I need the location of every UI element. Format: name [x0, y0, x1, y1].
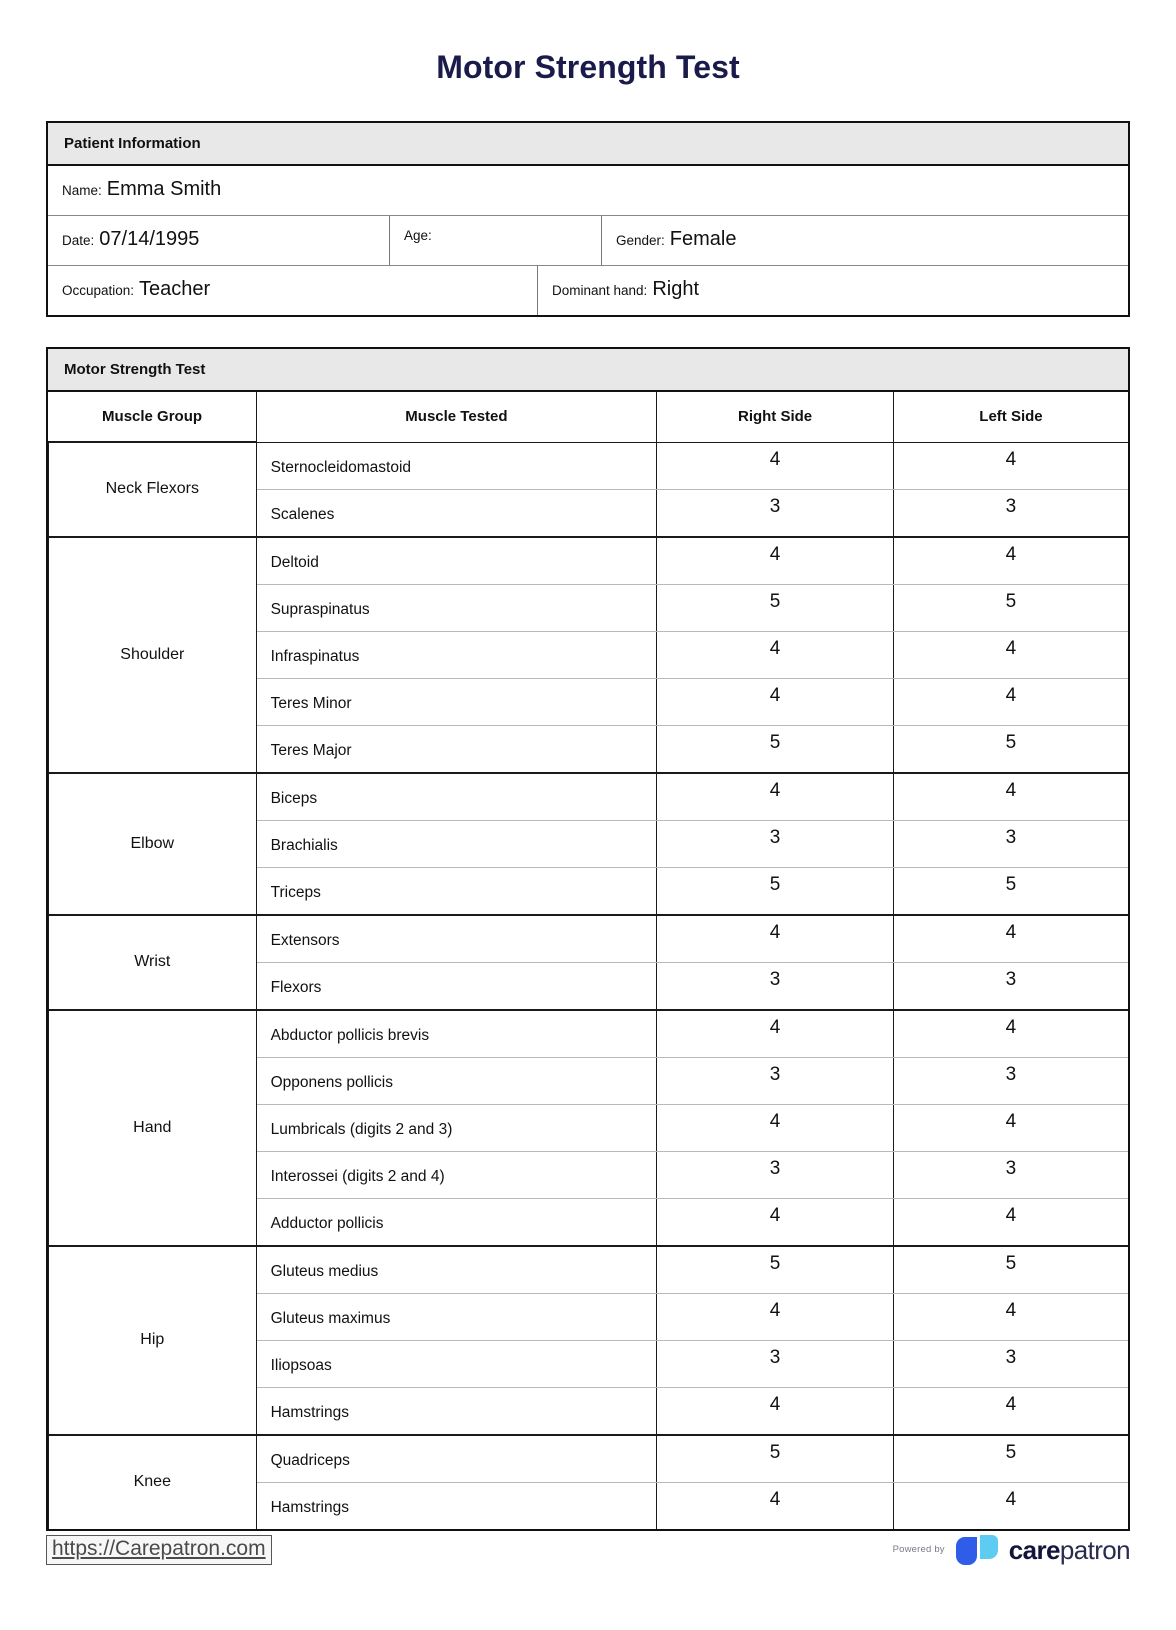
left-side-score-cell[interactable]: 4 [893, 1293, 1128, 1340]
left-side-score-cell[interactable]: 4 [893, 773, 1128, 821]
muscle-tested-cell: Scalenes [256, 489, 657, 537]
brand-word-bold: care [1008, 1535, 1060, 1565]
table-row [49, 537, 1129, 585]
right-side-score-cell[interactable]: 5 [657, 867, 894, 915]
carepatron-logo-icon [954, 1533, 1000, 1567]
brand-word-light: patron [1059, 1535, 1130, 1565]
muscle-tested-cell: Opponens pollicis [256, 1057, 657, 1104]
table-header-row [49, 392, 1129, 442]
patient-information-heading: Patient Information [48, 123, 1128, 166]
muscle-tested-cell: Abductor pollicis brevis [256, 1010, 657, 1058]
date-value: 07/14/1995 [99, 228, 200, 251]
right-side-score-cell[interactable]: 3 [657, 820, 894, 867]
column-header-muscle-group: Muscle Group [49, 392, 257, 442]
muscle-group-cell: Knee [49, 1435, 257, 1529]
muscle-group-cell: Hand [49, 1010, 257, 1246]
right-side-score-cell[interactable]: 3 [657, 1151, 894, 1198]
muscle-tested-cell: Teres Minor [256, 678, 657, 725]
name-label: Name: [62, 183, 102, 199]
name-field[interactable] [48, 166, 1128, 215]
right-side-score-cell[interactable]: 4 [657, 537, 894, 585]
muscle-tested-cell: Triceps [256, 867, 657, 915]
right-side-score-cell[interactable]: 3 [657, 962, 894, 1010]
motor-strength-test-heading: Motor Strength Test [48, 349, 1128, 392]
carepatron-wordmark [1009, 1537, 1130, 1563]
muscle-tested-cell: Brachialis [256, 820, 657, 867]
dominant-hand-value: Right [652, 278, 700, 301]
right-side-score-cell[interactable]: 4 [657, 773, 894, 821]
muscle-tested-cell: Interossei (digits 2 and 4) [256, 1151, 657, 1198]
left-side-score-cell[interactable]: 4 [893, 1482, 1128, 1529]
left-side-score-cell[interactable]: 5 [893, 1435, 1128, 1483]
carepatron-branding [893, 1533, 1130, 1567]
occupation-field[interactable] [48, 266, 538, 315]
right-side-score-cell[interactable]: 4 [657, 915, 894, 963]
column-header-right-side: Right Side [657, 392, 894, 442]
left-side-score-cell[interactable]: 4 [893, 1104, 1128, 1151]
table-row [49, 1246, 1129, 1294]
muscle-tested-cell: Gluteus medius [256, 1246, 657, 1294]
left-side-score-cell[interactable]: 3 [893, 489, 1128, 537]
table-row [49, 1010, 1129, 1058]
left-side-score-cell[interactable]: 4 [893, 1198, 1128, 1246]
table-row [49, 1435, 1129, 1483]
right-side-score-cell[interactable]: 4 [657, 678, 894, 725]
patient-row-name [48, 166, 1128, 216]
left-side-score-cell[interactable]: 3 [893, 820, 1128, 867]
date-field[interactable] [48, 216, 390, 265]
muscle-tested-cell: Biceps [256, 773, 657, 821]
gender-value: Female [669, 228, 737, 251]
left-side-score-cell[interactable]: 5 [893, 584, 1128, 631]
table-body [49, 442, 1129, 1529]
dominant-hand-field[interactable] [538, 266, 1128, 315]
left-side-score-cell[interactable]: 4 [893, 631, 1128, 678]
right-side-score-cell[interactable]: 4 [657, 442, 894, 489]
right-side-score-cell[interactable]: 3 [657, 489, 894, 537]
muscle-tested-cell: Adductor pollicis [256, 1198, 657, 1246]
right-side-score-cell[interactable]: 4 [657, 1010, 894, 1058]
left-side-score-cell[interactable]: 4 [893, 442, 1128, 489]
right-side-score-cell[interactable]: 4 [657, 1387, 894, 1435]
patient-row-occupation-hand [48, 266, 1128, 315]
table-row [49, 442, 1129, 489]
muscle-tested-cell: Iliopsoas [256, 1340, 657, 1387]
table-header [49, 392, 1129, 442]
page-title: Motor Strength Test [436, 49, 740, 85]
right-side-score-cell[interactable]: 4 [657, 1198, 894, 1246]
left-side-score-cell[interactable]: 3 [893, 1340, 1128, 1387]
left-side-score-cell[interactable]: 5 [893, 725, 1128, 773]
muscle-tested-cell: Deltoid [256, 537, 657, 585]
muscle-tested-cell: Lumbricals (digits 2 and 3) [256, 1104, 657, 1151]
right-side-score-cell[interactable]: 5 [657, 584, 894, 631]
column-header-left-side: Left Side [893, 392, 1128, 442]
left-side-score-cell[interactable]: 4 [893, 678, 1128, 725]
left-side-score-cell[interactable]: 4 [893, 1387, 1128, 1435]
muscle-group-cell: Hip [49, 1246, 257, 1435]
left-side-score-cell[interactable]: 4 [893, 1010, 1128, 1058]
name-value: Emma Smith [106, 178, 222, 201]
date-label: Date: [62, 233, 95, 249]
right-side-score-cell[interactable]: 5 [657, 725, 894, 773]
muscle-group-cell: Neck Flexors [49, 442, 257, 537]
right-side-score-cell[interactable]: 5 [657, 1435, 894, 1483]
muscle-tested-cell: Gluteus maximus [256, 1293, 657, 1340]
age-field[interactable] [390, 216, 602, 265]
left-side-score-cell[interactable]: 5 [893, 867, 1128, 915]
muscle-tested-cell: Hamstrings [256, 1482, 657, 1529]
gender-field[interactable] [602, 216, 1128, 265]
left-side-score-cell[interactable]: 3 [893, 1057, 1128, 1104]
muscle-tested-cell: Infraspinatus [256, 631, 657, 678]
muscle-tested-cell: Teres Major [256, 725, 657, 773]
page-footer [46, 1528, 1130, 1572]
patient-row-date-age-gender [48, 216, 1128, 266]
age-label: Age: [404, 228, 432, 244]
right-side-score-cell[interactable]: 4 [657, 1482, 894, 1529]
left-side-score-cell[interactable]: 5 [893, 1246, 1128, 1294]
left-side-score-cell[interactable]: 4 [893, 915, 1128, 963]
muscle-group-cell: Wrist [49, 915, 257, 1010]
right-side-score-cell[interactable]: 3 [657, 1057, 894, 1104]
right-side-score-cell[interactable]: 4 [657, 631, 894, 678]
right-side-score-cell[interactable]: 4 [657, 1104, 894, 1151]
muscle-tested-cell: Extensors [256, 915, 657, 963]
muscle-tested-cell: Hamstrings [256, 1387, 657, 1435]
left-side-score-cell[interactable]: 3 [893, 962, 1128, 1010]
table-row [49, 773, 1129, 821]
motor-strength-table [48, 392, 1128, 1529]
occupation-value: Teacher [139, 278, 211, 301]
muscle-tested-cell: Sternocleidomastoid [256, 442, 657, 489]
occupation-label: Occupation: [62, 283, 135, 299]
muscle-tested-cell: Flexors [256, 962, 657, 1010]
left-side-score-cell[interactable]: 4 [893, 537, 1128, 585]
muscle-tested-cell: Supraspinatus [256, 584, 657, 631]
motor-strength-test-section [46, 347, 1130, 1531]
powered-by-label: Powered by [892, 1544, 945, 1555]
right-side-score-cell[interactable]: 4 [657, 1293, 894, 1340]
right-side-score-cell[interactable]: 5 [657, 1246, 894, 1294]
right-side-score-cell[interactable]: 3 [657, 1340, 894, 1387]
patient-information-section [46, 121, 1130, 317]
carepatron-url-link[interactable]: https://Carepatron.com [46, 1535, 272, 1565]
dominant-hand-label: Dominant hand: [552, 283, 648, 299]
muscle-group-cell: Elbow [49, 773, 257, 915]
muscle-group-cell: Shoulder [49, 537, 257, 773]
table-row [49, 915, 1129, 963]
left-side-score-cell[interactable]: 3 [893, 1151, 1128, 1198]
column-header-muscle-tested: Muscle Tested [256, 392, 657, 442]
muscle-tested-cell: Quadriceps [256, 1435, 657, 1483]
gender-label: Gender: [616, 233, 665, 249]
